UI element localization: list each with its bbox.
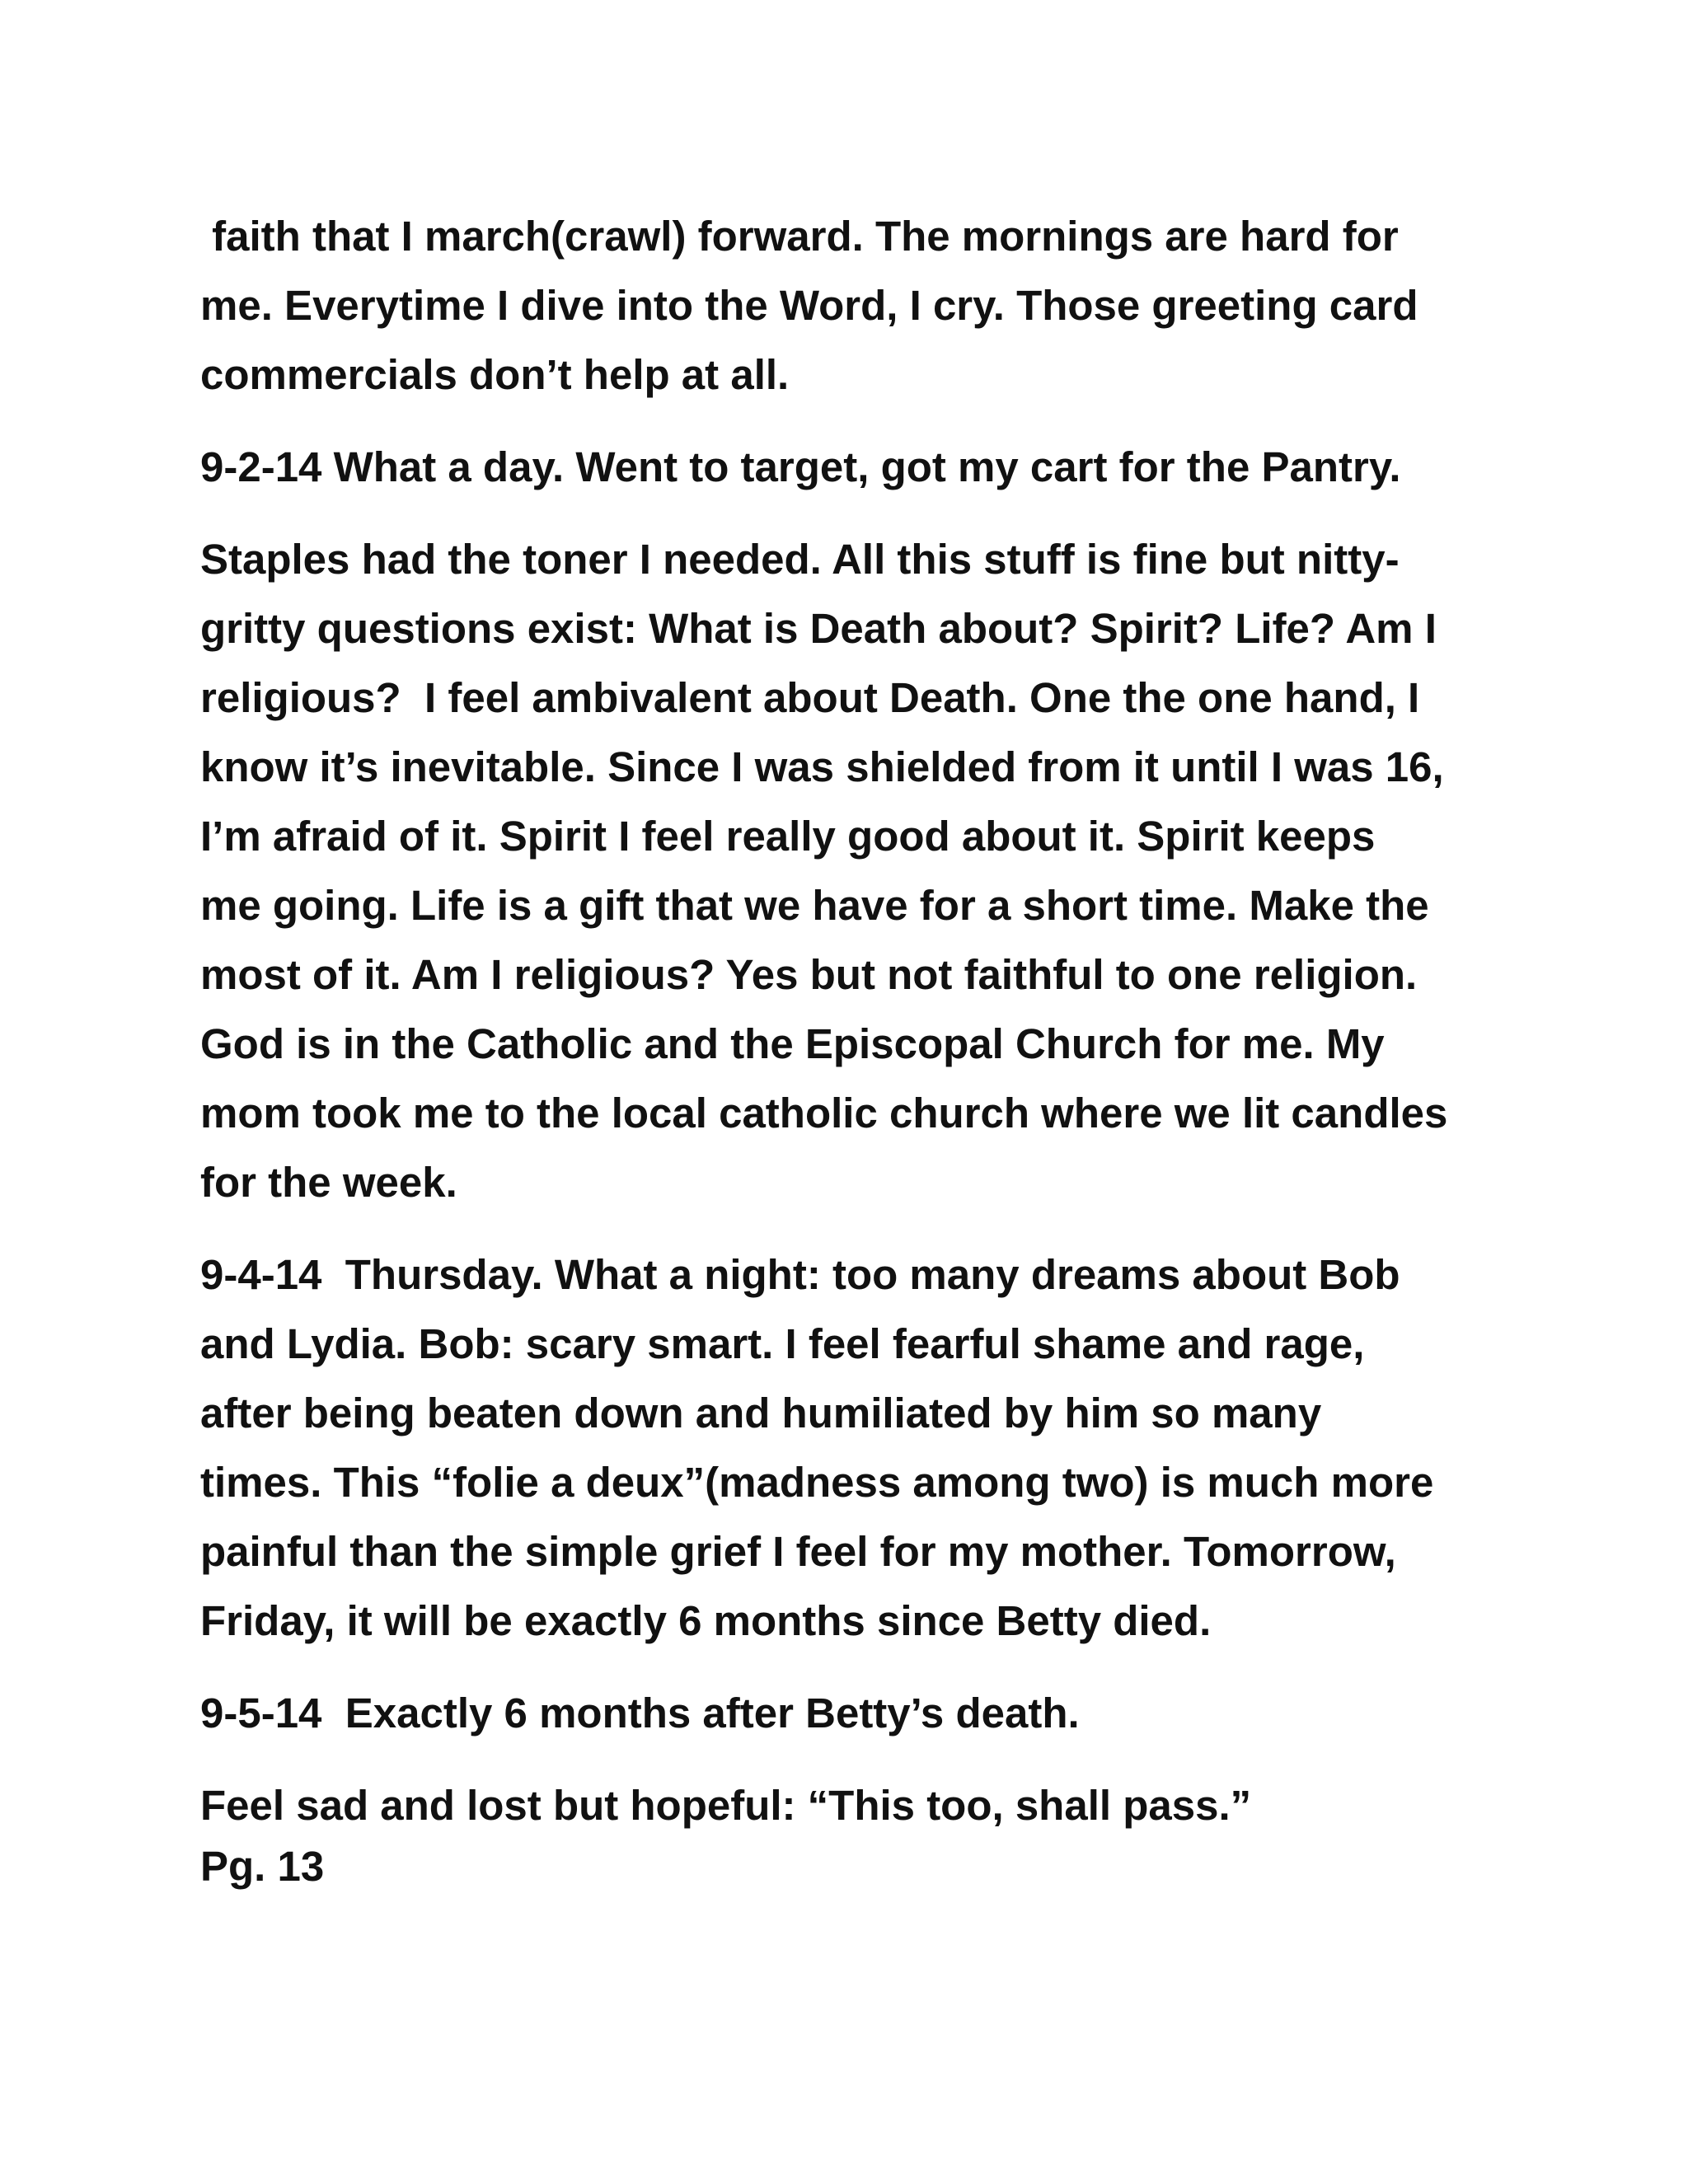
text-line: painful than the simple grief I feel for my mother. Tomorrow, <box>200 1528 1396 1575</box>
page-number: Pg. 13 <box>200 1843 325 1890</box>
text-line: me going. Life is a gift that we have for a short time. Make the <box>200 882 1429 929</box>
text-line: times. This “folie a deux”(madness among two) is much more <box>200 1459 1434 1506</box>
text-line: I’m afraid of it. Spirit I feel really good about it. Spirit keeps <box>200 813 1376 860</box>
text-line: and Lydia. Bob: scary smart. I feel fearful shame and rage, <box>200 1320 1365 1367</box>
entry-9-4-14: 9-4-14 Thursday. What a night: too many dreams about Bob <box>200 1251 1400 1298</box>
text-line: Friday, it will be exactly 6 months since Betty died. <box>200 1597 1212 1644</box>
text-line: after being beaten down and humiliated by him so many <box>200 1390 1322 1436</box>
text-line: Staples had the toner I needed. All this stuff is fine but nitty- <box>200 536 1400 583</box>
text-line: for the week. <box>200 1159 457 1206</box>
text-line: Feel sad and lost but hopeful: “This too, shall pass.” <box>200 1782 1252 1829</box>
text-line: religious? I feel ambivalent about Death. One the one hand, I <box>200 674 1420 721</box>
journal-text <box>200 202 1498 1901</box>
entry-9-5-14: 9-5-14 Exactly 6 months after Betty’s death. <box>200 1690 1080 1736</box>
text-line: faith that I march(crawl) forward. The mornings are hard for <box>200 213 1399 260</box>
text-line: me. Everytime I dive into the Word, I cry. Those greeting card <box>200 282 1418 329</box>
text-line: most of it. Am I religious? Yes but not faithful to one religion. <box>200 951 1418 998</box>
text-line: God is in the Catholic and the Episcopal Church for me. My <box>200 1020 1385 1067</box>
text-line: gritty questions exist: What is Death about? Spirit? Life? Am I <box>200 605 1437 652</box>
text-line: commercials don’t help at all. <box>200 351 790 398</box>
text-line: know it’s inevitable. Since I was shielded from it until I was 16, <box>200 743 1444 790</box>
text-line: mom took me to the local catholic church where we lit candles <box>200 1090 1448 1137</box>
entry-9-2-14: 9-2-14 What a day. Went to target, got my cart for the Pantry. <box>200 443 1401 490</box>
